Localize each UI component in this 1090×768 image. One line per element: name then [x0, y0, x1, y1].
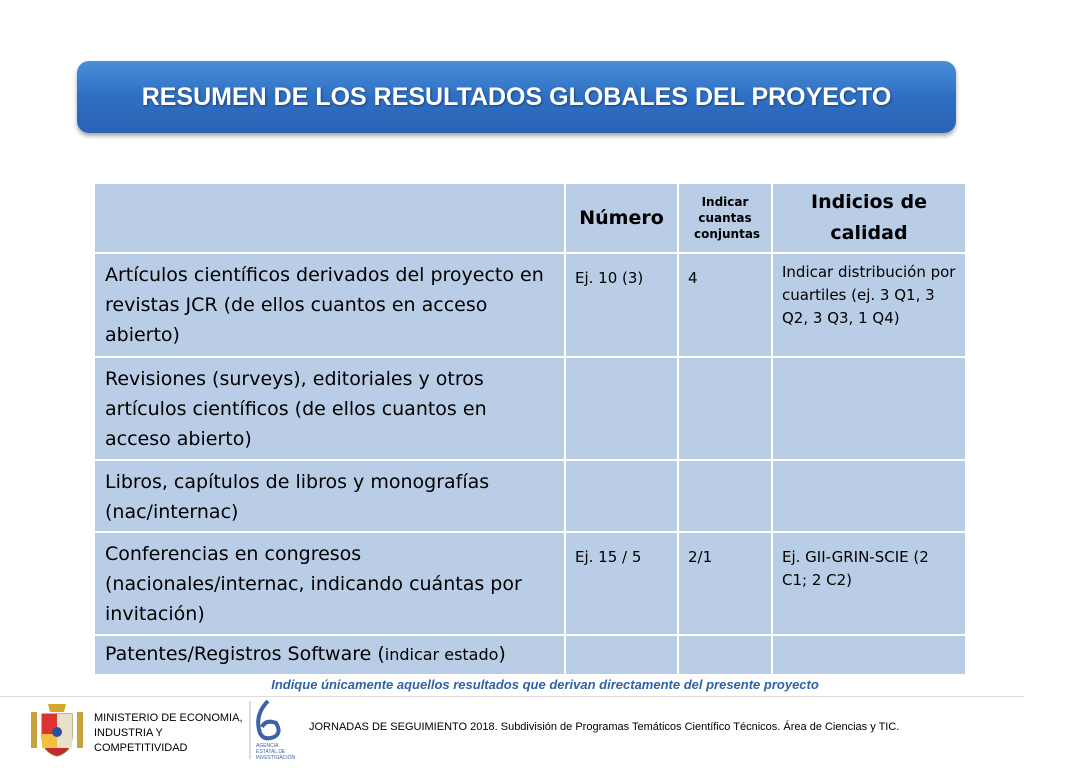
cell-calidad: [772, 635, 966, 675]
table-row: [94, 253, 966, 357]
cell-numero: Ej. 15 / 5: [565, 532, 678, 635]
cell-conjuntas: 4: [678, 253, 772, 357]
cell-conjuntas: [678, 460, 772, 532]
row-label: Artículos científicos derivados del proyecto en revistas JCR (de ellos cuantos en acceso abierto): [94, 253, 565, 357]
cell-calidad: Ej. GII-GRIN-SCIE (2 C1; 2 C2): [772, 532, 966, 635]
cell-calidad: Indicar distribución por cuartiles (ej. 3 Q1, 3 Q2, 3 Q3, 1 Q4): [772, 253, 966, 357]
row-label: Conferencias en congresos (nacionales/internac, indicando cuántas por invitación): [94, 532, 565, 635]
footer-jornadas: JORNADAS DE SEGUIMIENTO 2018. Subdivisión de Programas Temáticos Científico Técnicos. Área de Ciencias y TIC.: [309, 721, 900, 733]
header-empty: [94, 183, 565, 253]
page-title: RESUMEN DE LOS RESULTADOS GLOBALES DEL PROYECTO: [77, 61, 956, 133]
table-row: [94, 635, 966, 675]
cell-numero: [565, 357, 678, 460]
svg-text:ESTATAL DE: ESTATAL DE: [256, 749, 286, 755]
cell-conjuntas: 2/1: [678, 532, 772, 635]
cell-conjuntas: [678, 635, 772, 675]
header-numero: Número: [565, 183, 678, 253]
table-row: [94, 357, 966, 460]
svg-text:INVESTIGACIÓN: INVESTIGACIÓN: [256, 755, 296, 761]
cell-calidad: [772, 357, 966, 460]
ministry-name: MINISTERIO DE ECONOMIA, INDUSTRIA Y COMPETITIVIDAD: [94, 712, 243, 754]
cell-calidad: [772, 460, 966, 532]
cell-conjuntas: [678, 357, 772, 460]
cell-numero: [565, 635, 678, 675]
table-row: [94, 460, 966, 532]
agencia-estatal-investigacion-logo-icon: [248, 697, 296, 763]
row-label: Revisiones (surveys), editoriales y otros artículos científicos (de ellos cuantos en acceso abierto): [94, 357, 565, 460]
header-conjuntas: Indicar cuantas conjuntas: [678, 183, 772, 253]
table-row: [94, 532, 966, 635]
footer-divider: [0, 696, 1024, 697]
footnote: Indique únicamente aquellos resultados que derivan directamente del presente proyecto: [271, 677, 819, 692]
table-header-row: [94, 183, 966, 253]
cell-numero: Ej. 10 (3): [565, 253, 678, 357]
header-calidad: Indicios de calidad: [772, 183, 966, 253]
spain-coat-of-arms-icon: [28, 700, 86, 758]
row-label: Libros, capítulos de libros y monografías (nac/internac): [94, 460, 565, 532]
results-table: [93, 182, 967, 676]
row-label: Patentes/Registros Software (indicar estado): [94, 635, 565, 675]
svg-text:AGENCIA: AGENCIA: [256, 743, 279, 749]
cell-numero: [565, 460, 678, 532]
